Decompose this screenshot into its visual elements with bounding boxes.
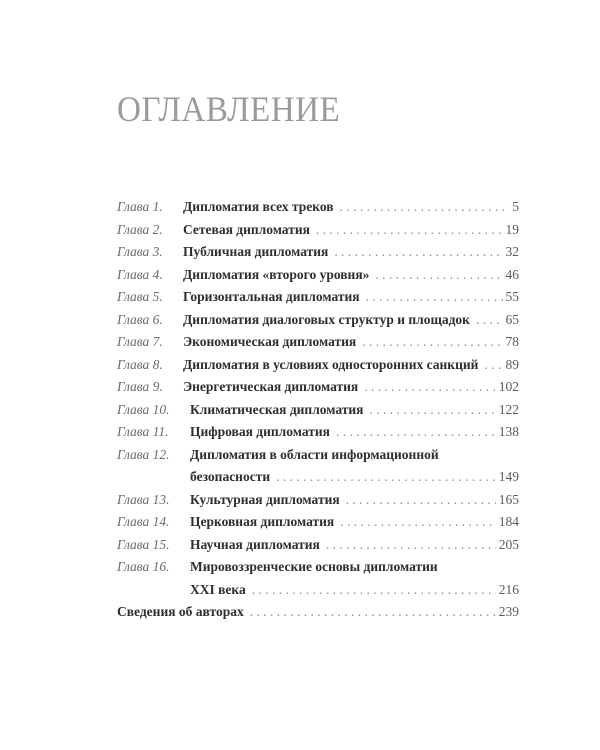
chapter-label: Глава 16. <box>117 559 170 574</box>
chapter-label: Глава 11. <box>117 424 169 439</box>
page-number: 102 <box>498 379 519 394</box>
page-number: 239 <box>498 604 519 619</box>
chapter-title: Дипломатия диалоговых структур и площадок <box>183 311 470 327</box>
dot-leader <box>340 196 510 219</box>
page-number: 5 <box>512 199 519 214</box>
chapter-title: Научная дипломатия <box>190 536 320 552</box>
chapter-label: Глава 4. <box>117 266 163 282</box>
chapter-label: Глава 13. <box>117 491 170 507</box>
toc-entry-chapter-6[interactable] <box>117 309 519 332</box>
dot-leader <box>336 421 496 444</box>
chapter-title: Публичная дипломатия <box>183 244 329 259</box>
page-number: 89 <box>505 356 519 372</box>
page-number: 65 <box>505 311 519 327</box>
chapter-label: Глава 7. <box>117 334 163 349</box>
chapter-title: Церковная дипломатия <box>190 514 335 529</box>
chapter-label: Глава 6. <box>117 311 163 327</box>
chapter-title: Экономическая дипломатия <box>183 334 357 349</box>
toc-entry-chapter-5[interactable] <box>117 286 519 309</box>
page-number: 165 <box>498 491 519 507</box>
chapter-title: Сетевая дипломатия <box>183 221 310 237</box>
dot-leader <box>362 331 502 354</box>
toc-entry-chapter-8[interactable] <box>117 354 519 377</box>
page-number: 19 <box>505 221 519 237</box>
dot-leader <box>476 309 503 332</box>
chapter-title-line-2: безопасности <box>190 469 271 484</box>
chapter-label: Глава 8. <box>117 356 163 372</box>
toc-entry-chapter-11[interactable] <box>117 421 519 444</box>
page-number: 216 <box>498 581 519 597</box>
chapter-title: Цифровая дипломатия <box>190 424 330 439</box>
toc-entry-chapter-9[interactable] <box>117 376 519 399</box>
chapter-label: Глава 14. <box>117 514 170 529</box>
chapter-title-line-1: Мировоззренческие основы дипломатии <box>190 559 438 574</box>
chapter-title: Дипломатия в условиях односторонних санкций <box>183 356 479 372</box>
chapter-label: Глава 9. <box>117 379 163 394</box>
toc-entry-chapter-7[interactable] <box>117 331 519 354</box>
table-of-contents <box>117 196 519 624</box>
dot-leader <box>276 466 496 489</box>
toc-entry-chapter-16[interactable] <box>117 556 519 601</box>
toc-entry-chapter-15[interactable] <box>117 534 519 557</box>
page-number: 122 <box>498 401 519 417</box>
page-number: 55 <box>505 289 519 304</box>
chapter-title: Энергетическая дипломатия <box>183 379 359 394</box>
chapter-label: Глава 15. <box>117 536 170 552</box>
dot-leader <box>340 511 496 534</box>
dot-leader <box>252 579 496 602</box>
toc-entry-chapter-14[interactable] <box>117 511 519 534</box>
chapter-label: Глава 2. <box>117 221 163 237</box>
dot-leader <box>366 286 503 309</box>
authors-title: Сведения об авторах <box>117 604 244 619</box>
toc-entry-chapter-10[interactable] <box>117 399 519 422</box>
dot-leader <box>316 219 503 242</box>
chapter-label: Глава 1. <box>117 199 163 214</box>
page-number: 205 <box>498 536 519 552</box>
dot-leader <box>346 489 496 512</box>
toc-entry-chapter-1[interactable] <box>117 196 519 219</box>
dot-leader <box>334 241 502 264</box>
page-title: ОГЛАВЛЕНИЕ <box>117 89 341 129</box>
toc-entry-chapter-4[interactable] <box>117 264 519 287</box>
toc-entry-chapter-3[interactable] <box>117 241 519 264</box>
page-number: 138 <box>498 424 519 439</box>
dot-leader <box>484 354 502 377</box>
dot-leader <box>375 264 502 287</box>
chapter-label: Глава 3. <box>117 244 163 259</box>
page-number: 78 <box>505 334 519 349</box>
toc-entry-chapter-12[interactable] <box>117 444 519 489</box>
chapter-title: Культурная дипломатия <box>190 491 340 507</box>
chapter-label: Глава 12. <box>117 446 170 462</box>
chapter-title: Дипломатия «второго уровня» <box>183 266 370 282</box>
page-number: 149 <box>498 469 519 484</box>
chapter-label: Глава 10. <box>117 401 170 417</box>
toc-entry-authors[interactable] <box>117 601 519 624</box>
page-number: 46 <box>505 266 519 282</box>
chapter-label: Глава 5. <box>117 289 163 304</box>
page-number: 184 <box>498 514 519 529</box>
chapter-title: Дипломатия всех треков <box>183 199 334 214</box>
chapter-title: Горизонтальная дипломатия <box>183 289 360 304</box>
dot-leader <box>250 601 496 624</box>
chapter-title-line-1: Дипломатия в области информационной <box>190 446 439 462</box>
chapter-title-line-2: XXI века <box>190 581 246 597</box>
dot-leader <box>370 399 496 422</box>
dot-leader <box>364 376 496 399</box>
page-number: 32 <box>505 244 519 259</box>
toc-entry-chapter-2[interactable] <box>117 219 519 242</box>
toc-entry-chapter-13[interactable] <box>117 489 519 512</box>
chapter-title: Климатическая дипломатия <box>190 401 364 417</box>
dot-leader <box>326 534 496 557</box>
